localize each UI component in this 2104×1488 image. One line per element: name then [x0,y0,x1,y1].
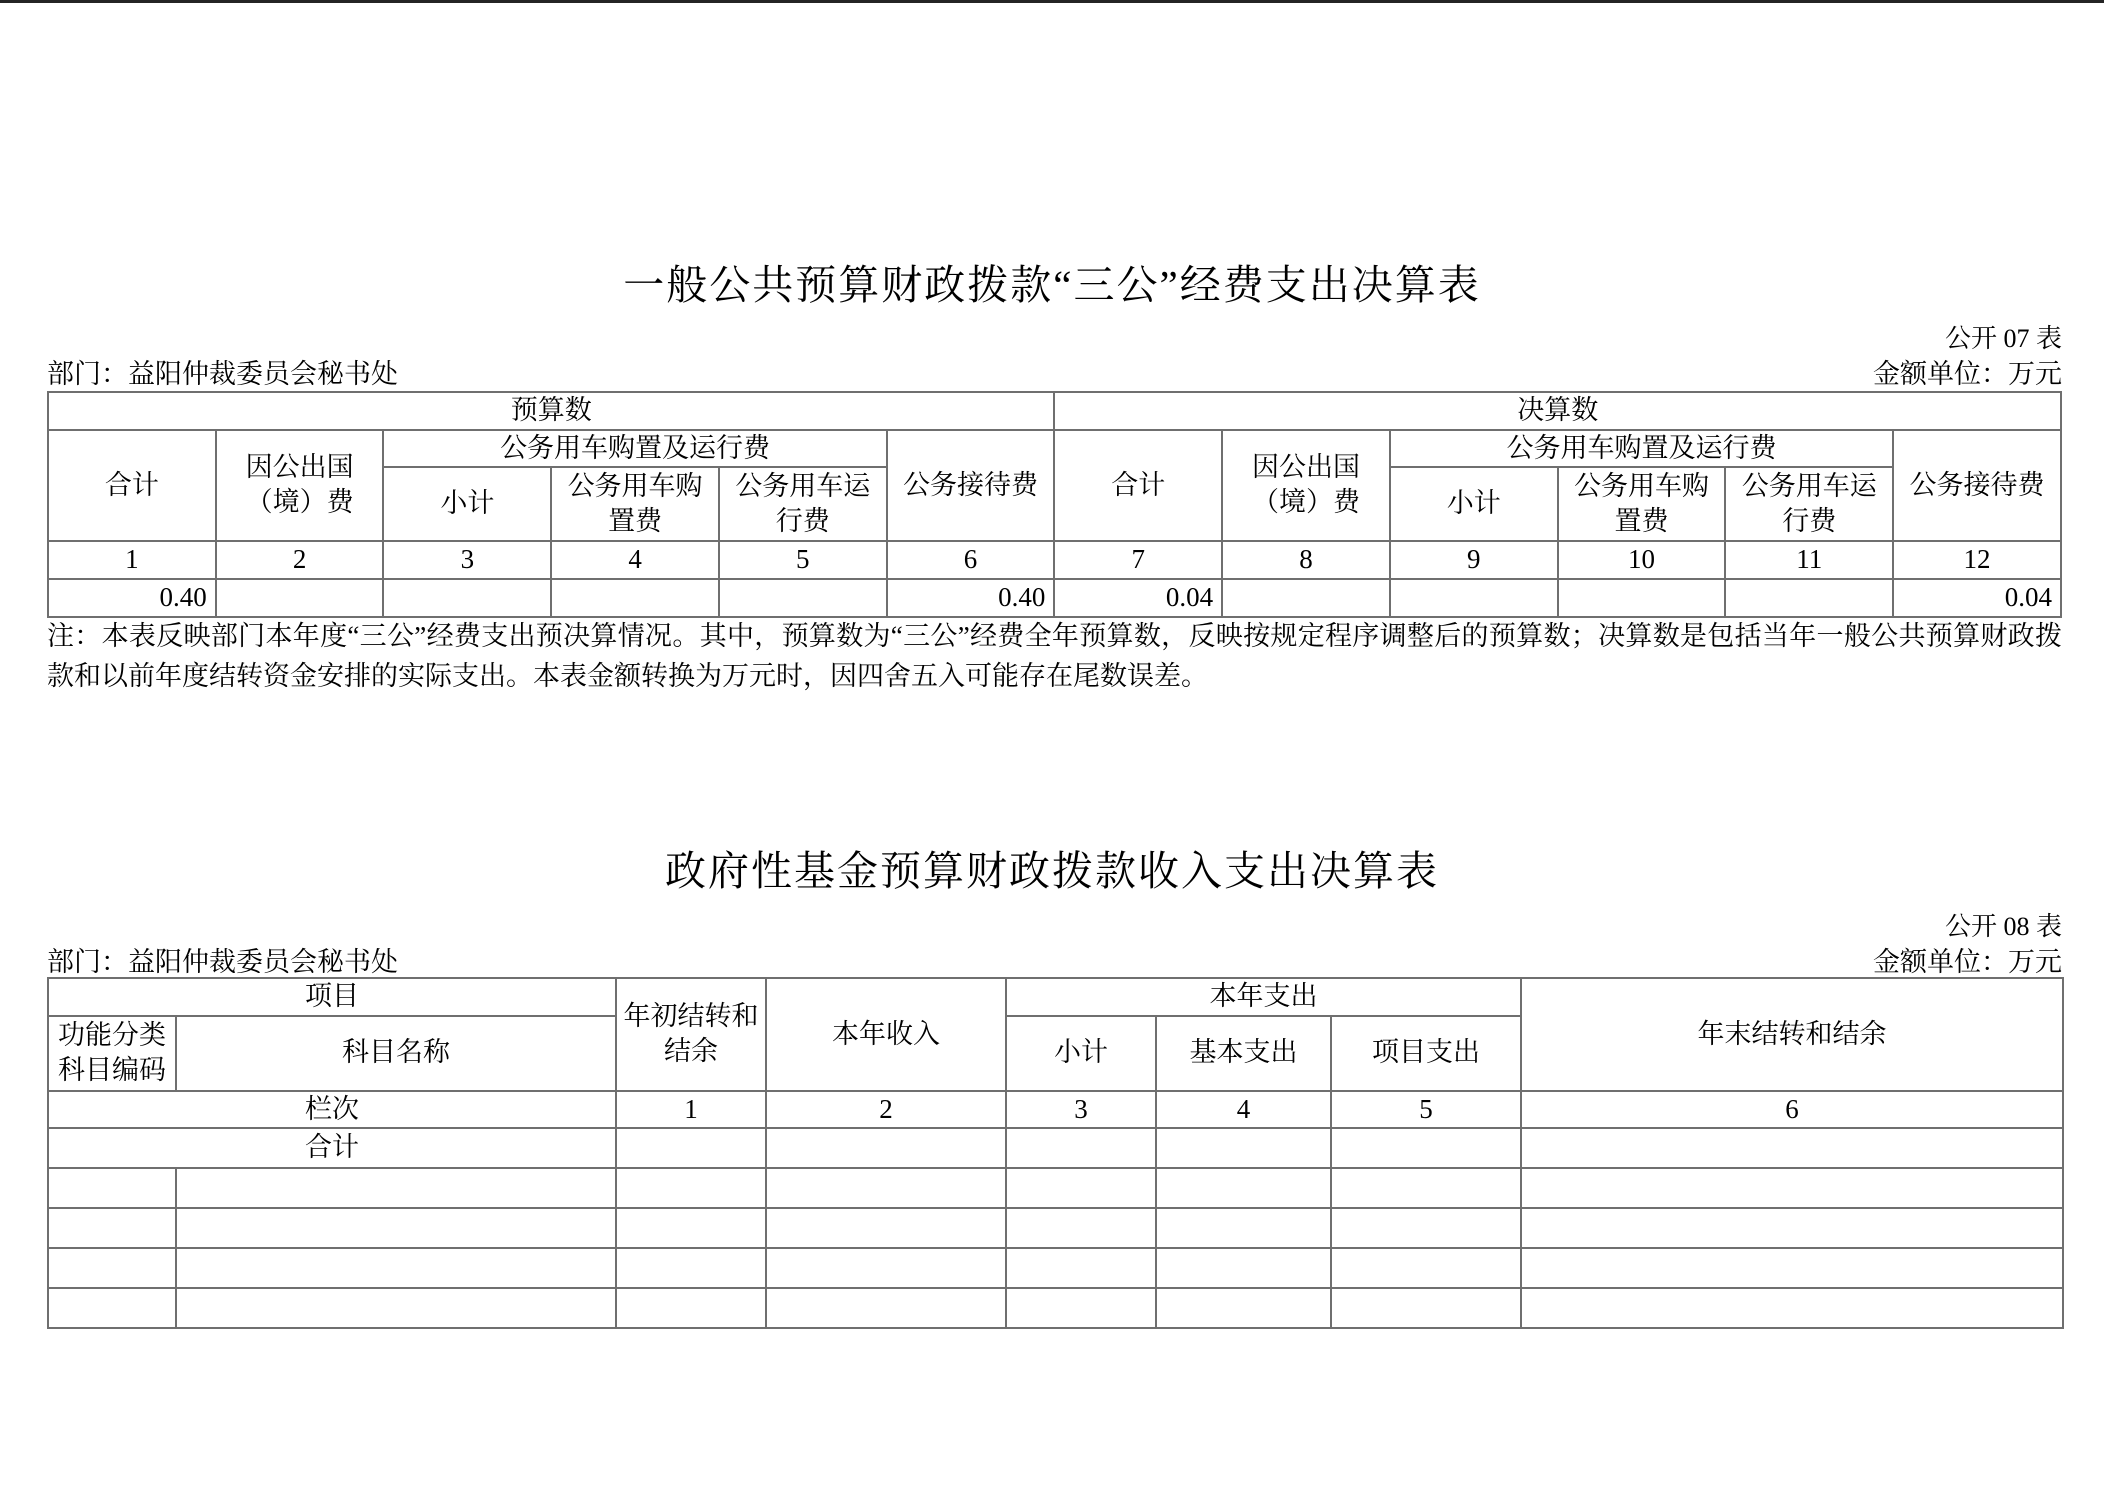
empty-cell [176,1288,616,1328]
column-number-row [48,1091,2063,1129]
header-income: 本年收入 [766,978,1006,1091]
header-reception-final: 公务接待费 [1893,430,2061,542]
empty-cell [1006,1168,1156,1208]
table-row [48,1248,2063,1288]
empty-cell [1521,1248,2063,1288]
header-project-exp: 项目支出 [1331,1016,1521,1091]
empty-cell [1006,1288,1156,1328]
value-vehicle-operation-final [1725,579,1893,617]
empty-cell [176,1208,616,1248]
col-number: 12 [1893,541,2061,579]
fund-budget-table [47,977,2064,1329]
value-reception-budget: 0.40 [887,579,1055,617]
table1-meta-row [47,352,2062,391]
empty-cell [176,1168,616,1208]
value-abroad-final [1222,579,1390,617]
header-basic-exp: 基本支出 [1156,1016,1331,1091]
col-number: 2 [216,541,384,579]
col-number: 3 [1006,1091,1156,1129]
empty-cell [1521,1128,2063,1168]
col-number: 6 [887,541,1055,579]
empty-cell [48,1288,176,1328]
header-abroad-budget: 因公出国（境）费 [216,430,384,542]
empty-cell [1521,1208,2063,1248]
department-label-2: 部门：益阳仲裁委员会秘书处 [47,947,398,977]
table-row [48,1168,2063,1208]
header-subject-name: 科目名称 [176,1016,616,1091]
col-number: 5 [1331,1091,1521,1129]
total-row [48,1128,2063,1168]
empty-cell [48,1248,176,1288]
header-expenditure-group: 本年支出 [1006,978,1521,1016]
value-total-budget: 0.40 [48,579,216,617]
empty-cell [1156,1128,1331,1168]
header-function-code: 功能分类科目编码 [48,1016,176,1091]
col-number: 10 [1558,541,1726,579]
col-number: 7 [1054,541,1222,579]
col-number: 5 [719,541,887,579]
empty-cell [616,1208,766,1248]
empty-cell [1521,1288,2063,1328]
value-vehicle-operation-budget [719,579,887,617]
header-end-balance: 年末结转和结余 [1521,978,2063,1091]
header-total-budget: 合计 [48,430,216,542]
col-number: 9 [1390,541,1558,579]
lanci-label: 栏次 [48,1091,616,1129]
value-row [48,579,2061,617]
header-final-group: 决算数 [1054,392,2061,430]
table2-meta-row [47,940,2062,979]
header-begin-balance: 年初结转和结余 [616,978,766,1091]
empty-cell [1331,1168,1521,1208]
header-vehicle-purchase-final: 公务用车购置费 [1558,467,1726,541]
table1-footnote: 注：本表反映部门本年度“三公”经费支出预决算情况。其中，预算数为“三公”经费全年预算数，反映按规定程序调整后的预算数；决算数是包括当年一般公共预算财政拨款和以前年度结转资金安排的实际支出。本表金额转换为万元时，因四舍五入可能存在尾数误差。 [47,621,2062,691]
empty-cell [1156,1248,1331,1288]
value-subtotal-budget [383,579,551,617]
value-subtotal-final [1390,579,1558,617]
col-number: 4 [1156,1091,1331,1129]
empty-cell [1331,1288,1521,1328]
fund-table-title: 政府性基金预算财政拨款收入支出决算表 [665,848,1439,894]
sangong-expense-table [47,391,2062,618]
table-row [48,1288,2063,1328]
col-number: 11 [1725,541,1893,579]
unit-label-1: 金额单位：万元 [1873,359,2062,389]
header-subtotal-final: 小计 [1390,467,1558,541]
empty-cell [1156,1168,1331,1208]
header-exp-subtotal: 小计 [1006,1016,1156,1091]
empty-cell [48,1168,176,1208]
header-project-group: 项目 [48,978,616,1016]
header-budget-group: 预算数 [48,392,1054,430]
header-vehicle-operation-final: 公务用车运行费 [1725,467,1893,541]
col-number: 1 [48,541,216,579]
value-vehicle-purchase-final [1558,579,1726,617]
header-vehicle-purchase-budget: 公务用车购置费 [551,467,719,541]
col-number: 4 [551,541,719,579]
table-row [48,1208,2063,1248]
empty-cell [1331,1128,1521,1168]
empty-cell [48,1208,176,1248]
empty-cell [176,1248,616,1288]
form-number-07: 公开 07 表 [1944,324,2062,353]
empty-cell [766,1288,1006,1328]
empty-cell [1006,1248,1156,1288]
total-label: 合计 [48,1128,616,1168]
header-total-final: 合计 [1054,430,1222,542]
empty-cell [1521,1168,2063,1208]
header-reception-budget: 公务接待费 [887,430,1055,542]
form-number-08: 公开 08 表 [1944,912,2062,941]
header-abroad-final: 因公出国（境）费 [1222,430,1390,542]
header-vehicle-group-final: 公务用车购置及运行费 [1390,430,1893,468]
department-label-1: 部门：益阳仲裁委员会秘书处 [47,359,398,389]
col-number: 3 [383,541,551,579]
empty-cell [616,1248,766,1288]
col-number: 1 [616,1091,766,1129]
empty-cell [1331,1248,1521,1288]
empty-cell [616,1168,766,1208]
empty-cell [616,1288,766,1328]
empty-cell [1331,1208,1521,1248]
empty-cell [766,1208,1006,1248]
empty-cell [1156,1288,1331,1328]
header-subtotal-budget: 小计 [383,467,551,541]
col-number: 2 [766,1091,1006,1129]
value-vehicle-purchase-budget [551,579,719,617]
empty-cell [1006,1208,1156,1248]
unit-label-2: 金额单位：万元 [1873,947,2062,977]
window-top-edge [0,0,2104,3]
value-total-final: 0.04 [1054,579,1222,617]
value-abroad-budget [216,579,384,617]
col-number: 6 [1521,1091,2063,1129]
column-number-row [48,541,2061,579]
empty-cell [766,1168,1006,1208]
empty-cell [1156,1208,1331,1248]
empty-cell [766,1248,1006,1288]
col-number: 8 [1222,541,1390,579]
empty-cell [1006,1128,1156,1168]
header-vehicle-group-budget: 公务用车购置及运行费 [383,430,886,468]
header-vehicle-operation-budget: 公务用车运行费 [719,467,887,541]
empty-cell [616,1128,766,1168]
sangong-table-title: 一般公共预算财政拨款“三公”经费支出决算表 [623,262,1481,308]
empty-cell [766,1128,1006,1168]
value-reception-final: 0.04 [1893,579,2061,617]
